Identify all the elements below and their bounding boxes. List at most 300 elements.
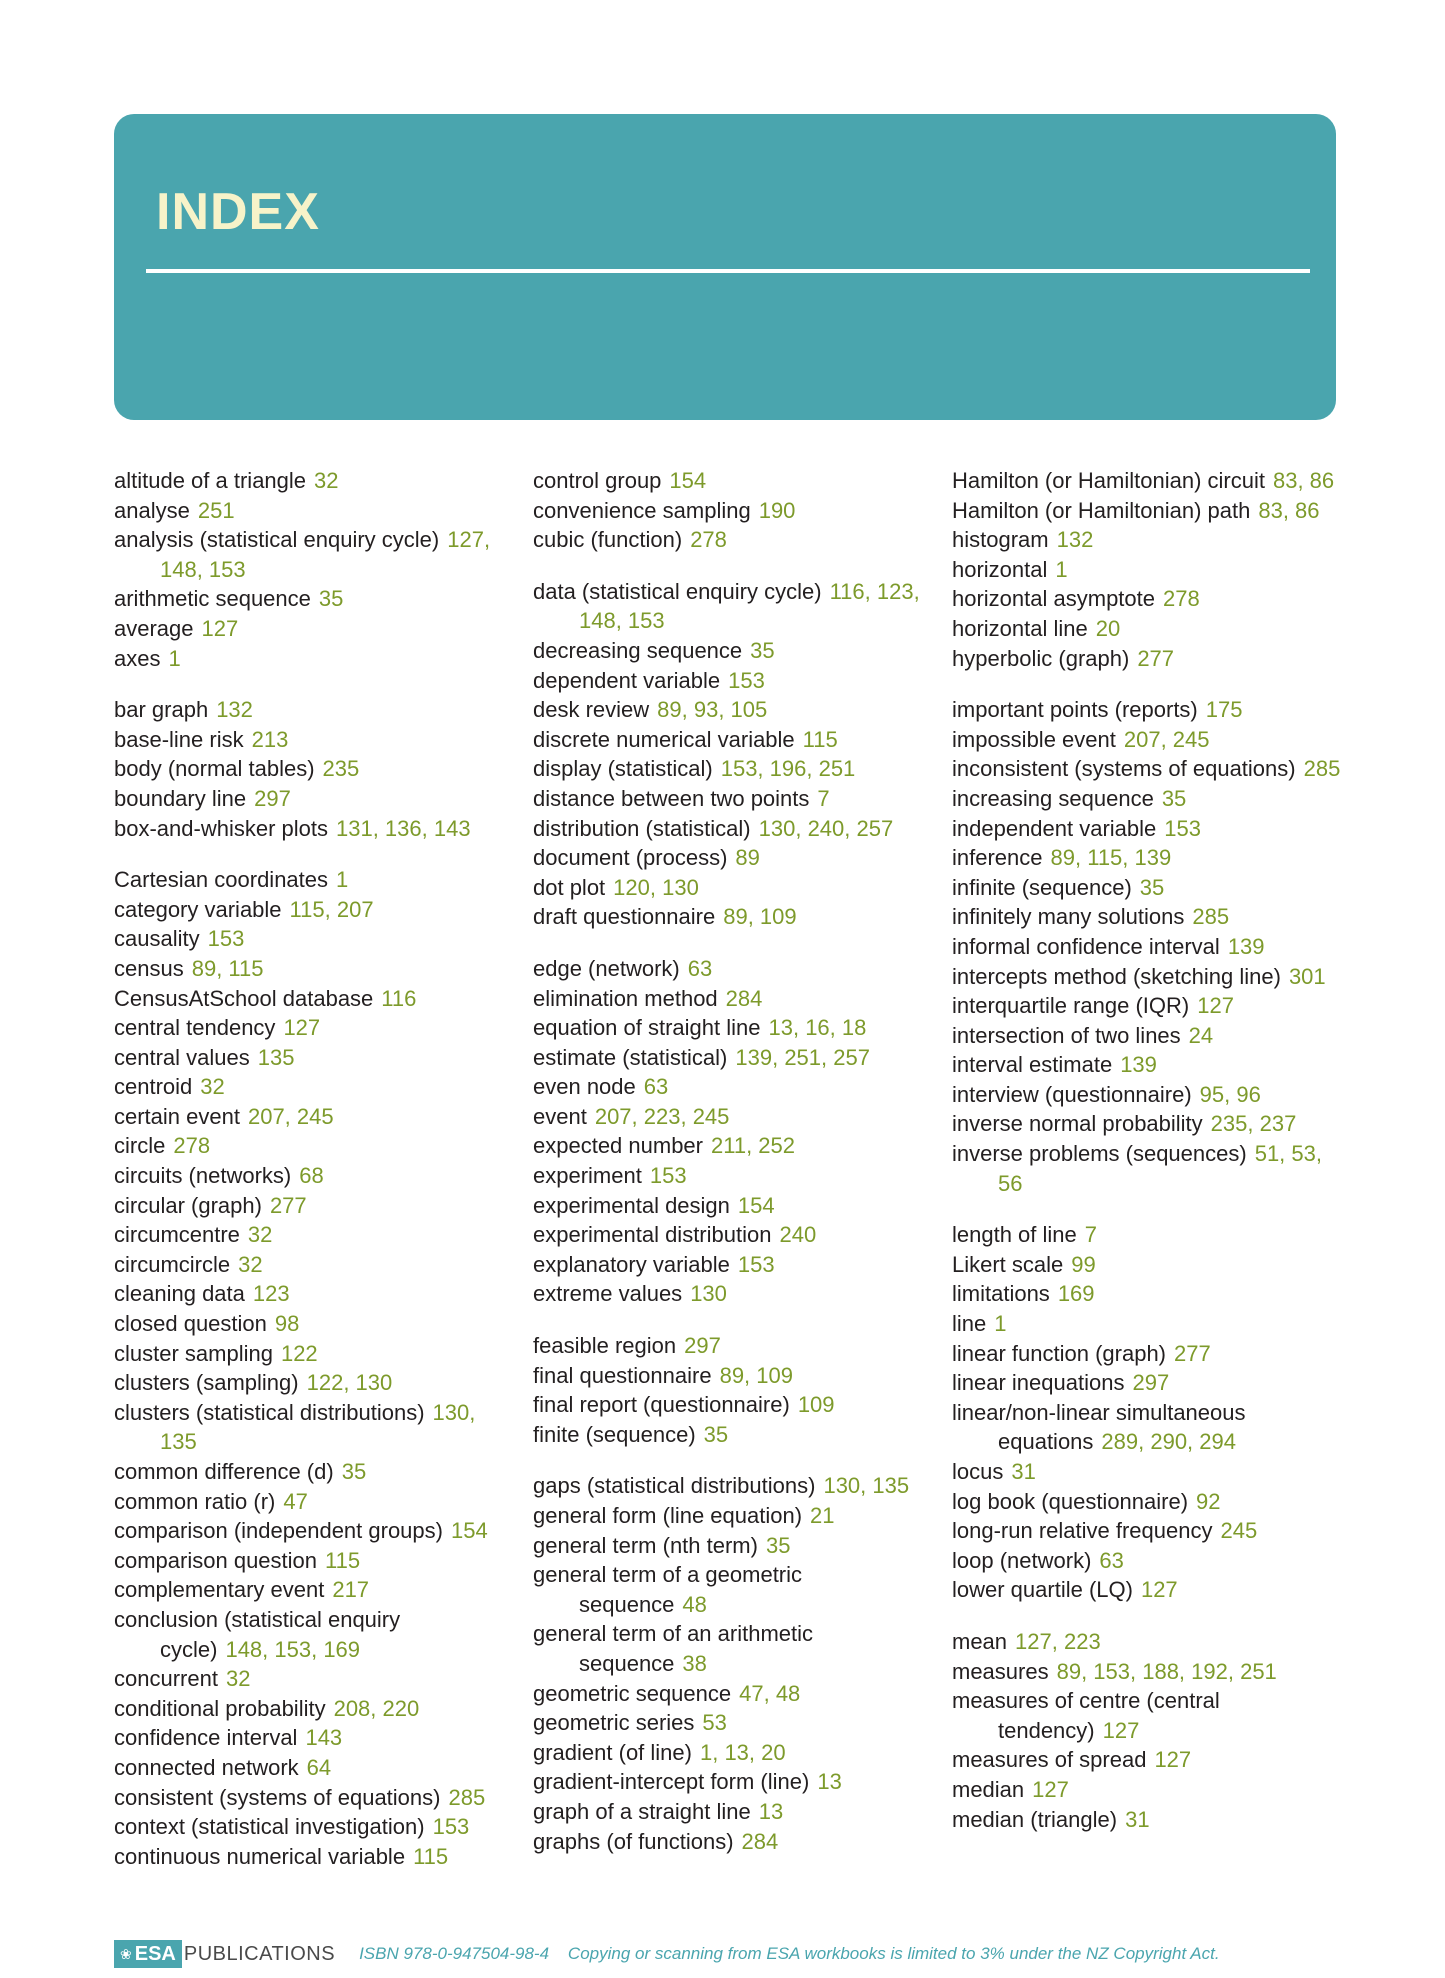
- index-term: category variable: [114, 896, 282, 922]
- index-term: linear/non-linear simultaneous equations: [952, 1399, 1246, 1455]
- index-entry: [533, 1560, 925, 1619]
- index-page-numbers: 154: [669, 468, 707, 493]
- index-term: expected number: [533, 1133, 703, 1159]
- index-page-numbers: 1: [336, 867, 349, 893]
- index-term: desk review: [533, 697, 650, 723]
- index-page-numbers: 130, 135: [823, 1473, 910, 1499]
- index-page-numbers: 132: [1056, 527, 1094, 553]
- index-letter-group: [952, 1220, 1344, 1605]
- index-entry: [952, 1575, 1344, 1605]
- index-page-numbers: 245: [1220, 1518, 1258, 1544]
- index-term: elimination method: [533, 985, 718, 1011]
- index-term: display (statistical): [533, 756, 713, 782]
- index-entry: [114, 1516, 506, 1546]
- index-entry: [952, 991, 1344, 1021]
- index-page-numbers: 127: [1140, 1577, 1178, 1603]
- index-page-numbers: 120, 130: [613, 874, 699, 900]
- index-term: lower quartile (LQ): [952, 1577, 1133, 1603]
- index-page-numbers: 297: [684, 1333, 721, 1359]
- index-page-numbers: 7: [817, 785, 830, 811]
- index-page-numbers: 32: [200, 1074, 225, 1100]
- index-term: extreme values: [533, 1281, 683, 1307]
- index-term: base-line risk: [114, 726, 244, 752]
- index-term: distribution (statistical): [533, 815, 751, 841]
- index-term: conditional probability: [114, 1695, 326, 1721]
- index-entry: [114, 1279, 506, 1309]
- index-entry: [952, 1250, 1344, 1280]
- index-page-numbers: 148, 153, 169: [225, 1636, 361, 1662]
- page-footer: [114, 1938, 1220, 1970]
- index-entry: [952, 1775, 1344, 1805]
- index-entry: [114, 466, 506, 496]
- index-entry: [952, 695, 1344, 725]
- index-page-numbers: 139, 251, 257: [735, 1044, 870, 1070]
- index-term: infinite (sequence): [952, 874, 1132, 900]
- index-page-numbers: 135: [257, 1044, 295, 1070]
- index-term: median: [952, 1776, 1025, 1802]
- index-entry: [952, 1368, 1344, 1398]
- index-term: geometric series: [533, 1710, 695, 1736]
- index-entry: [114, 1546, 506, 1576]
- logo-mark: ESA: [134, 1942, 176, 1965]
- index-term: cubic (function): [533, 527, 683, 553]
- index-term: interquartile range (IQR): [952, 993, 1190, 1019]
- index-term: event: [533, 1103, 587, 1129]
- index-term: cluster sampling: [114, 1340, 273, 1366]
- index-entry: [114, 1339, 506, 1369]
- index-page-numbers: 31: [1011, 1459, 1036, 1484]
- index-entry: [114, 1309, 506, 1339]
- index-page-numbers: 127: [201, 615, 239, 641]
- index-entry: [533, 1072, 925, 1102]
- index-page-numbers: 20: [1095, 615, 1121, 641]
- index-term: experimental distribution: [533, 1222, 772, 1248]
- index-page-numbers: 24: [1188, 1022, 1214, 1048]
- index-entry: [533, 1043, 925, 1073]
- index-page-numbers: 47, 48: [739, 1680, 801, 1706]
- index-page-numbers: 285: [448, 1784, 486, 1810]
- index-page-numbers: 127: [1197, 993, 1234, 1019]
- index-term: linear inequations: [952, 1370, 1125, 1396]
- index-entry: [952, 584, 1344, 614]
- index-page-numbers: 115: [325, 1547, 361, 1573]
- index-term: data (statistical enquiry cycle): [533, 578, 822, 604]
- index-page-numbers: 213: [251, 726, 289, 752]
- index-page-numbers: 1: [1055, 556, 1068, 582]
- index-entry: [533, 577, 925, 636]
- index-term: mean: [952, 1628, 1008, 1654]
- index-term: increasing sequence: [952, 785, 1154, 811]
- index-page-numbers: 153: [1164, 815, 1201, 841]
- index-term: horizontal line: [952, 615, 1088, 641]
- index-term: intercepts method (sketching line): [952, 963, 1281, 989]
- index-page-numbers: 95, 96: [1199, 1081, 1261, 1107]
- index-entry: [952, 614, 1344, 644]
- index-entry: [952, 725, 1344, 755]
- index-page-numbers: 35: [750, 637, 775, 663]
- index-page-numbers: 51, 53, 56: [998, 1141, 1322, 1196]
- index-entry: [533, 496, 925, 526]
- index-entry: [952, 1516, 1344, 1546]
- index-term: measures of spread: [952, 1747, 1147, 1773]
- index-entry: [533, 1279, 925, 1309]
- index-term: horizontal: [952, 556, 1048, 582]
- index-page-numbers: 89, 115, 139: [1050, 845, 1172, 871]
- index-entry: [114, 1368, 506, 1398]
- index-entry: [114, 1575, 506, 1605]
- index-entry: [533, 843, 925, 873]
- index-page-numbers: 127, 148, 153: [160, 527, 491, 582]
- index-entry: [952, 496, 1344, 526]
- index-term: final report (questionnaire): [533, 1392, 790, 1418]
- leaf-icon: ❀: [120, 1945, 132, 1962]
- index-term: horizontal asymptote: [952, 586, 1155, 612]
- index-term: infinitely many solutions: [952, 904, 1185, 930]
- index-page-numbers: 153: [649, 1163, 687, 1189]
- index-page-numbers: 285: [1303, 756, 1341, 782]
- index-page-numbers: 130: [690, 1281, 727, 1307]
- index-entry: [952, 932, 1344, 962]
- index-term: draft questionnaire: [533, 904, 716, 930]
- index-entry: [952, 525, 1344, 555]
- index-page-numbers: 139: [1227, 933, 1265, 959]
- index-term: important points (reports): [952, 697, 1198, 723]
- index-page-numbers: 48: [682, 1591, 707, 1617]
- index-page-numbers: 122, 130: [306, 1370, 393, 1396]
- index-entry: [114, 1605, 506, 1664]
- index-entry: [114, 754, 506, 784]
- index-entry: [533, 666, 925, 696]
- index-page-numbers: 127: [1032, 1776, 1069, 1802]
- index-entry: [533, 466, 925, 496]
- index-term: line: [952, 1311, 987, 1337]
- index-entry: [952, 1021, 1344, 1051]
- index-term: log book (questionnaire): [952, 1488, 1189, 1514]
- index-entry: [952, 466, 1344, 496]
- index-term: length of line: [952, 1222, 1077, 1248]
- index-term: informal confidence interval: [952, 933, 1220, 959]
- index-term: inverse normal probability: [952, 1111, 1203, 1137]
- index-term: continuous numerical variable: [114, 1843, 406, 1869]
- index-term: Cartesian coordinates: [114, 867, 329, 893]
- index-entry: [114, 954, 506, 984]
- index-page-numbers: 153: [432, 1814, 470, 1840]
- index-entry: [114, 924, 506, 954]
- index-term: context (statistical investigation): [114, 1814, 425, 1840]
- index-entry: [114, 1191, 506, 1221]
- index-entry: [114, 865, 506, 895]
- index-page-numbers: 99: [1071, 1251, 1096, 1277]
- index-page-numbers: 89, 93, 105: [657, 697, 768, 723]
- index-entry: [952, 1627, 1344, 1657]
- index-entry: [952, 1279, 1344, 1309]
- index-entry: [533, 1471, 925, 1501]
- index-page-numbers: 7: [1084, 1222, 1098, 1248]
- index-page-numbers: 35: [765, 1532, 791, 1558]
- index-term: edge (network): [533, 955, 680, 981]
- index-term: axes: [114, 645, 161, 671]
- index-term: Hamilton (or Hamiltonian) path: [952, 497, 1251, 523]
- index-page-numbers: 89: [735, 845, 760, 871]
- index-entry: [533, 1361, 925, 1391]
- index-term: experiment: [533, 1163, 642, 1189]
- index-page-numbers: 32: [238, 1251, 263, 1277]
- index-letter-group: [533, 466, 925, 555]
- index-page-numbers: 127: [283, 1015, 321, 1041]
- index-page-numbers: 116, 123, 148, 153: [579, 578, 920, 634]
- index-page-numbers: 130, 240, 257: [758, 815, 894, 841]
- index-entry: [114, 1043, 506, 1073]
- index-term: conclusion (statistical enquiry cycle): [114, 1606, 401, 1662]
- index-page-numbers: 83, 86: [1272, 468, 1335, 493]
- index-page-numbers: 169: [1057, 1281, 1095, 1307]
- index-term: measures: [952, 1658, 1049, 1684]
- index-entry: [533, 1708, 925, 1738]
- index-entry: [533, 525, 925, 555]
- index-page-numbers: 35: [318, 586, 344, 612]
- index-entry: [952, 754, 1344, 784]
- index-letter-group: [114, 466, 506, 673]
- index-term: Hamilton (or Hamiltonian) circuit: [952, 468, 1265, 493]
- index-term: central tendency: [114, 1015, 276, 1041]
- index-page-numbers: 132: [216, 697, 253, 723]
- index-page-numbers: 123: [252, 1281, 290, 1307]
- index-page-numbers: 116: [381, 985, 417, 1011]
- index-page-numbers: 277: [1137, 645, 1175, 671]
- index-term: analyse: [114, 497, 190, 523]
- index-page-numbers: 13, 16, 18: [768, 1015, 867, 1041]
- index-entry: [952, 1805, 1344, 1835]
- index-entry: [114, 814, 506, 844]
- index-term: altitude of a triangle: [114, 468, 307, 493]
- index-term: limitations: [952, 1281, 1050, 1307]
- index-entry: [533, 754, 925, 784]
- index-page-numbers: 13: [758, 1798, 784, 1824]
- index-term: decreasing sequence: [533, 637, 743, 663]
- index-term: median (triangle): [952, 1806, 1118, 1832]
- index-page-numbers: 153, 196, 251: [720, 756, 856, 782]
- index-page-numbers: 63: [1099, 1547, 1124, 1573]
- index-page-numbers: 139: [1120, 1052, 1157, 1078]
- index-page-numbers: 32: [247, 1222, 273, 1248]
- index-term: dependent variable: [533, 667, 721, 693]
- index-letter-group: [533, 1331, 925, 1449]
- index-page-numbers: 64: [306, 1754, 332, 1780]
- index-term: general term (nth term): [533, 1532, 758, 1558]
- index-entry: [533, 1220, 925, 1250]
- index-page-numbers: 208, 220: [333, 1695, 420, 1721]
- index-term: complementary event: [114, 1577, 325, 1603]
- index-entry: [114, 1664, 506, 1694]
- index-page-numbers: 122: [280, 1340, 318, 1366]
- index-term: control group: [533, 468, 662, 493]
- index-entry: [533, 1797, 925, 1827]
- index-term: general term of a geometric sequence: [533, 1562, 803, 1617]
- index-page-numbers: 251: [197, 497, 235, 523]
- index-page-numbers: 68: [299, 1163, 324, 1189]
- index-letter-group: [533, 954, 925, 1309]
- index-term: comparison (independent groups): [114, 1518, 443, 1544]
- index-entry: [114, 644, 506, 674]
- index-entry: [114, 1457, 506, 1487]
- index-term: census: [114, 955, 184, 981]
- index-term: experimental design: [533, 1192, 730, 1218]
- index-term: gradient (of line): [533, 1739, 692, 1765]
- index-entry: [533, 1531, 925, 1561]
- index-entry: [114, 1487, 506, 1517]
- index-page-numbers: 115: [413, 1843, 449, 1869]
- index-entry: [114, 1694, 506, 1724]
- index-page-numbers: 207, 245: [247, 1103, 334, 1129]
- index-entry: [533, 954, 925, 984]
- index-entry: [114, 1398, 506, 1457]
- index-term: gradient-intercept form (line): [533, 1769, 810, 1795]
- index-page-numbers: 53: [702, 1710, 727, 1736]
- index-term: certain event: [114, 1103, 240, 1129]
- index-page-numbers: 21: [810, 1503, 835, 1528]
- index-entry: [114, 695, 506, 725]
- index-page-numbers: 235, 237: [1210, 1111, 1297, 1137]
- index-page-numbers: 35: [1161, 785, 1187, 811]
- index-entry: [114, 1812, 506, 1842]
- index-page-numbers: 89, 109: [719, 1362, 793, 1388]
- index-term: loop (network): [952, 1547, 1092, 1573]
- index-term: confidence interval: [114, 1725, 298, 1751]
- index-page-numbers: 1, 13, 20: [699, 1739, 786, 1765]
- index-term: comparison question: [114, 1547, 318, 1573]
- index-letter-group: [114, 695, 506, 843]
- index-term: bar graph: [114, 697, 209, 723]
- index-page-numbers: 143: [305, 1725, 343, 1751]
- index-entry: [533, 1679, 925, 1709]
- index-entry: [533, 902, 925, 932]
- index-term: circumcentre: [114, 1222, 240, 1248]
- index-entry: [952, 962, 1344, 992]
- index-entry: [114, 1220, 506, 1250]
- index-entry: [533, 1161, 925, 1191]
- index-term: closed question: [114, 1311, 267, 1337]
- index-entry: [952, 1546, 1344, 1576]
- index-entry: [114, 614, 506, 644]
- index-term: interval estimate: [952, 1052, 1113, 1078]
- index-entry: [533, 1619, 925, 1678]
- index-term: feasible region: [533, 1333, 677, 1359]
- index-entry: [114, 984, 506, 1014]
- index-page-numbers: 175: [1205, 697, 1243, 723]
- index-page-numbers: 154: [737, 1192, 775, 1218]
- index-page-numbers: 235: [322, 756, 360, 782]
- index-term: cleaning data: [114, 1281, 245, 1307]
- index-entry: [533, 814, 925, 844]
- index-entry: [533, 636, 925, 666]
- index-page-numbers: 278: [173, 1133, 211, 1159]
- index-page-numbers: 127, 223: [1015, 1628, 1101, 1654]
- index-page-numbers: 35: [1139, 874, 1165, 900]
- index-entry: [952, 1457, 1344, 1487]
- index-term: connected network: [114, 1754, 299, 1780]
- index-page-numbers: 89, 109: [723, 904, 797, 930]
- index-entry: [533, 1331, 925, 1361]
- index-term: circumcircle: [114, 1251, 231, 1277]
- index-term: interview (questionnaire): [952, 1081, 1192, 1107]
- index-page-numbers: 92: [1196, 1488, 1221, 1514]
- index-page-numbers: 63: [643, 1074, 669, 1100]
- index-entry: [952, 1686, 1344, 1745]
- index-entry: [952, 1050, 1344, 1080]
- index-page-numbers: 35: [703, 1421, 729, 1447]
- index-letter-group: [952, 466, 1344, 673]
- index-page-numbers: 83, 86: [1258, 497, 1320, 523]
- index-page-numbers: 301: [1288, 963, 1326, 989]
- index-page-numbers: 207, 245: [1123, 726, 1210, 752]
- index-entry: [114, 1783, 506, 1813]
- index-term: arithmetic sequence: [114, 586, 311, 612]
- index-page-numbers: 38: [682, 1650, 707, 1676]
- index-page-numbers: 31: [1125, 1806, 1150, 1832]
- index-term: CensusAtSchool database: [114, 985, 374, 1011]
- index-entry: [952, 1339, 1344, 1369]
- index-term: average: [114, 615, 194, 641]
- index-entry: [114, 1753, 506, 1783]
- index-entry: [952, 1080, 1344, 1110]
- index-term: general form (line equation): [533, 1503, 803, 1528]
- index-entry: [952, 1220, 1344, 1250]
- index-entry: [952, 1745, 1344, 1775]
- index-term: final questionnaire: [533, 1362, 712, 1388]
- index-term: boundary line: [114, 785, 247, 811]
- index-page-numbers: 297: [254, 785, 291, 811]
- index-letter-group: [533, 577, 925, 932]
- index-page-numbers: 115, 207: [289, 896, 374, 922]
- index-term: causality: [114, 926, 200, 952]
- index-letter-group: [114, 865, 506, 1871]
- index-entry: [114, 1161, 506, 1191]
- index-entry: [114, 1102, 506, 1132]
- index-header-banner: [114, 114, 1336, 420]
- index-term: locus: [952, 1459, 1004, 1484]
- index-page-numbers: 154: [450, 1518, 488, 1544]
- index-term: hyperbolic (graph): [952, 645, 1130, 671]
- index-page-numbers: 278: [1163, 586, 1200, 612]
- index-term: central values: [114, 1044, 250, 1070]
- index-page-numbers: 98: [274, 1311, 300, 1337]
- index-term: intersection of two lines: [952, 1022, 1181, 1048]
- footer-copyright: ISBN 978-0-947504-98-4 Copying or scanning from ESA workbooks is limited to 3% under the NZ Copyright Act.: [359, 1944, 1220, 1963]
- index-entry: [114, 1250, 506, 1280]
- index-entry: [533, 1390, 925, 1420]
- index-term: graphs (of functions): [533, 1828, 734, 1854]
- index-entry: [533, 1420, 925, 1450]
- index-page-numbers: 32: [225, 1666, 251, 1692]
- index-page-numbers: 211, 252: [711, 1133, 796, 1159]
- index-term: body (normal tables): [114, 756, 315, 782]
- index-entry: [533, 1767, 925, 1797]
- index-column-3: [952, 466, 1344, 1856]
- index-term: inference: [952, 845, 1043, 871]
- index-letter-group: [533, 1471, 925, 1856]
- index-entry: [952, 873, 1344, 903]
- index-page-numbers: 63: [687, 955, 713, 981]
- index-term: general term of an arithmetic sequence: [533, 1621, 814, 1676]
- index-entry: [533, 695, 925, 725]
- index-entry: [952, 1309, 1344, 1339]
- index-entry: [114, 784, 506, 814]
- index-entry: [952, 1487, 1344, 1517]
- index-page-numbers: 153: [737, 1251, 775, 1277]
- index-entry: [533, 984, 925, 1014]
- title-divider: [146, 269, 1310, 273]
- index-page-numbers: 13: [817, 1769, 842, 1795]
